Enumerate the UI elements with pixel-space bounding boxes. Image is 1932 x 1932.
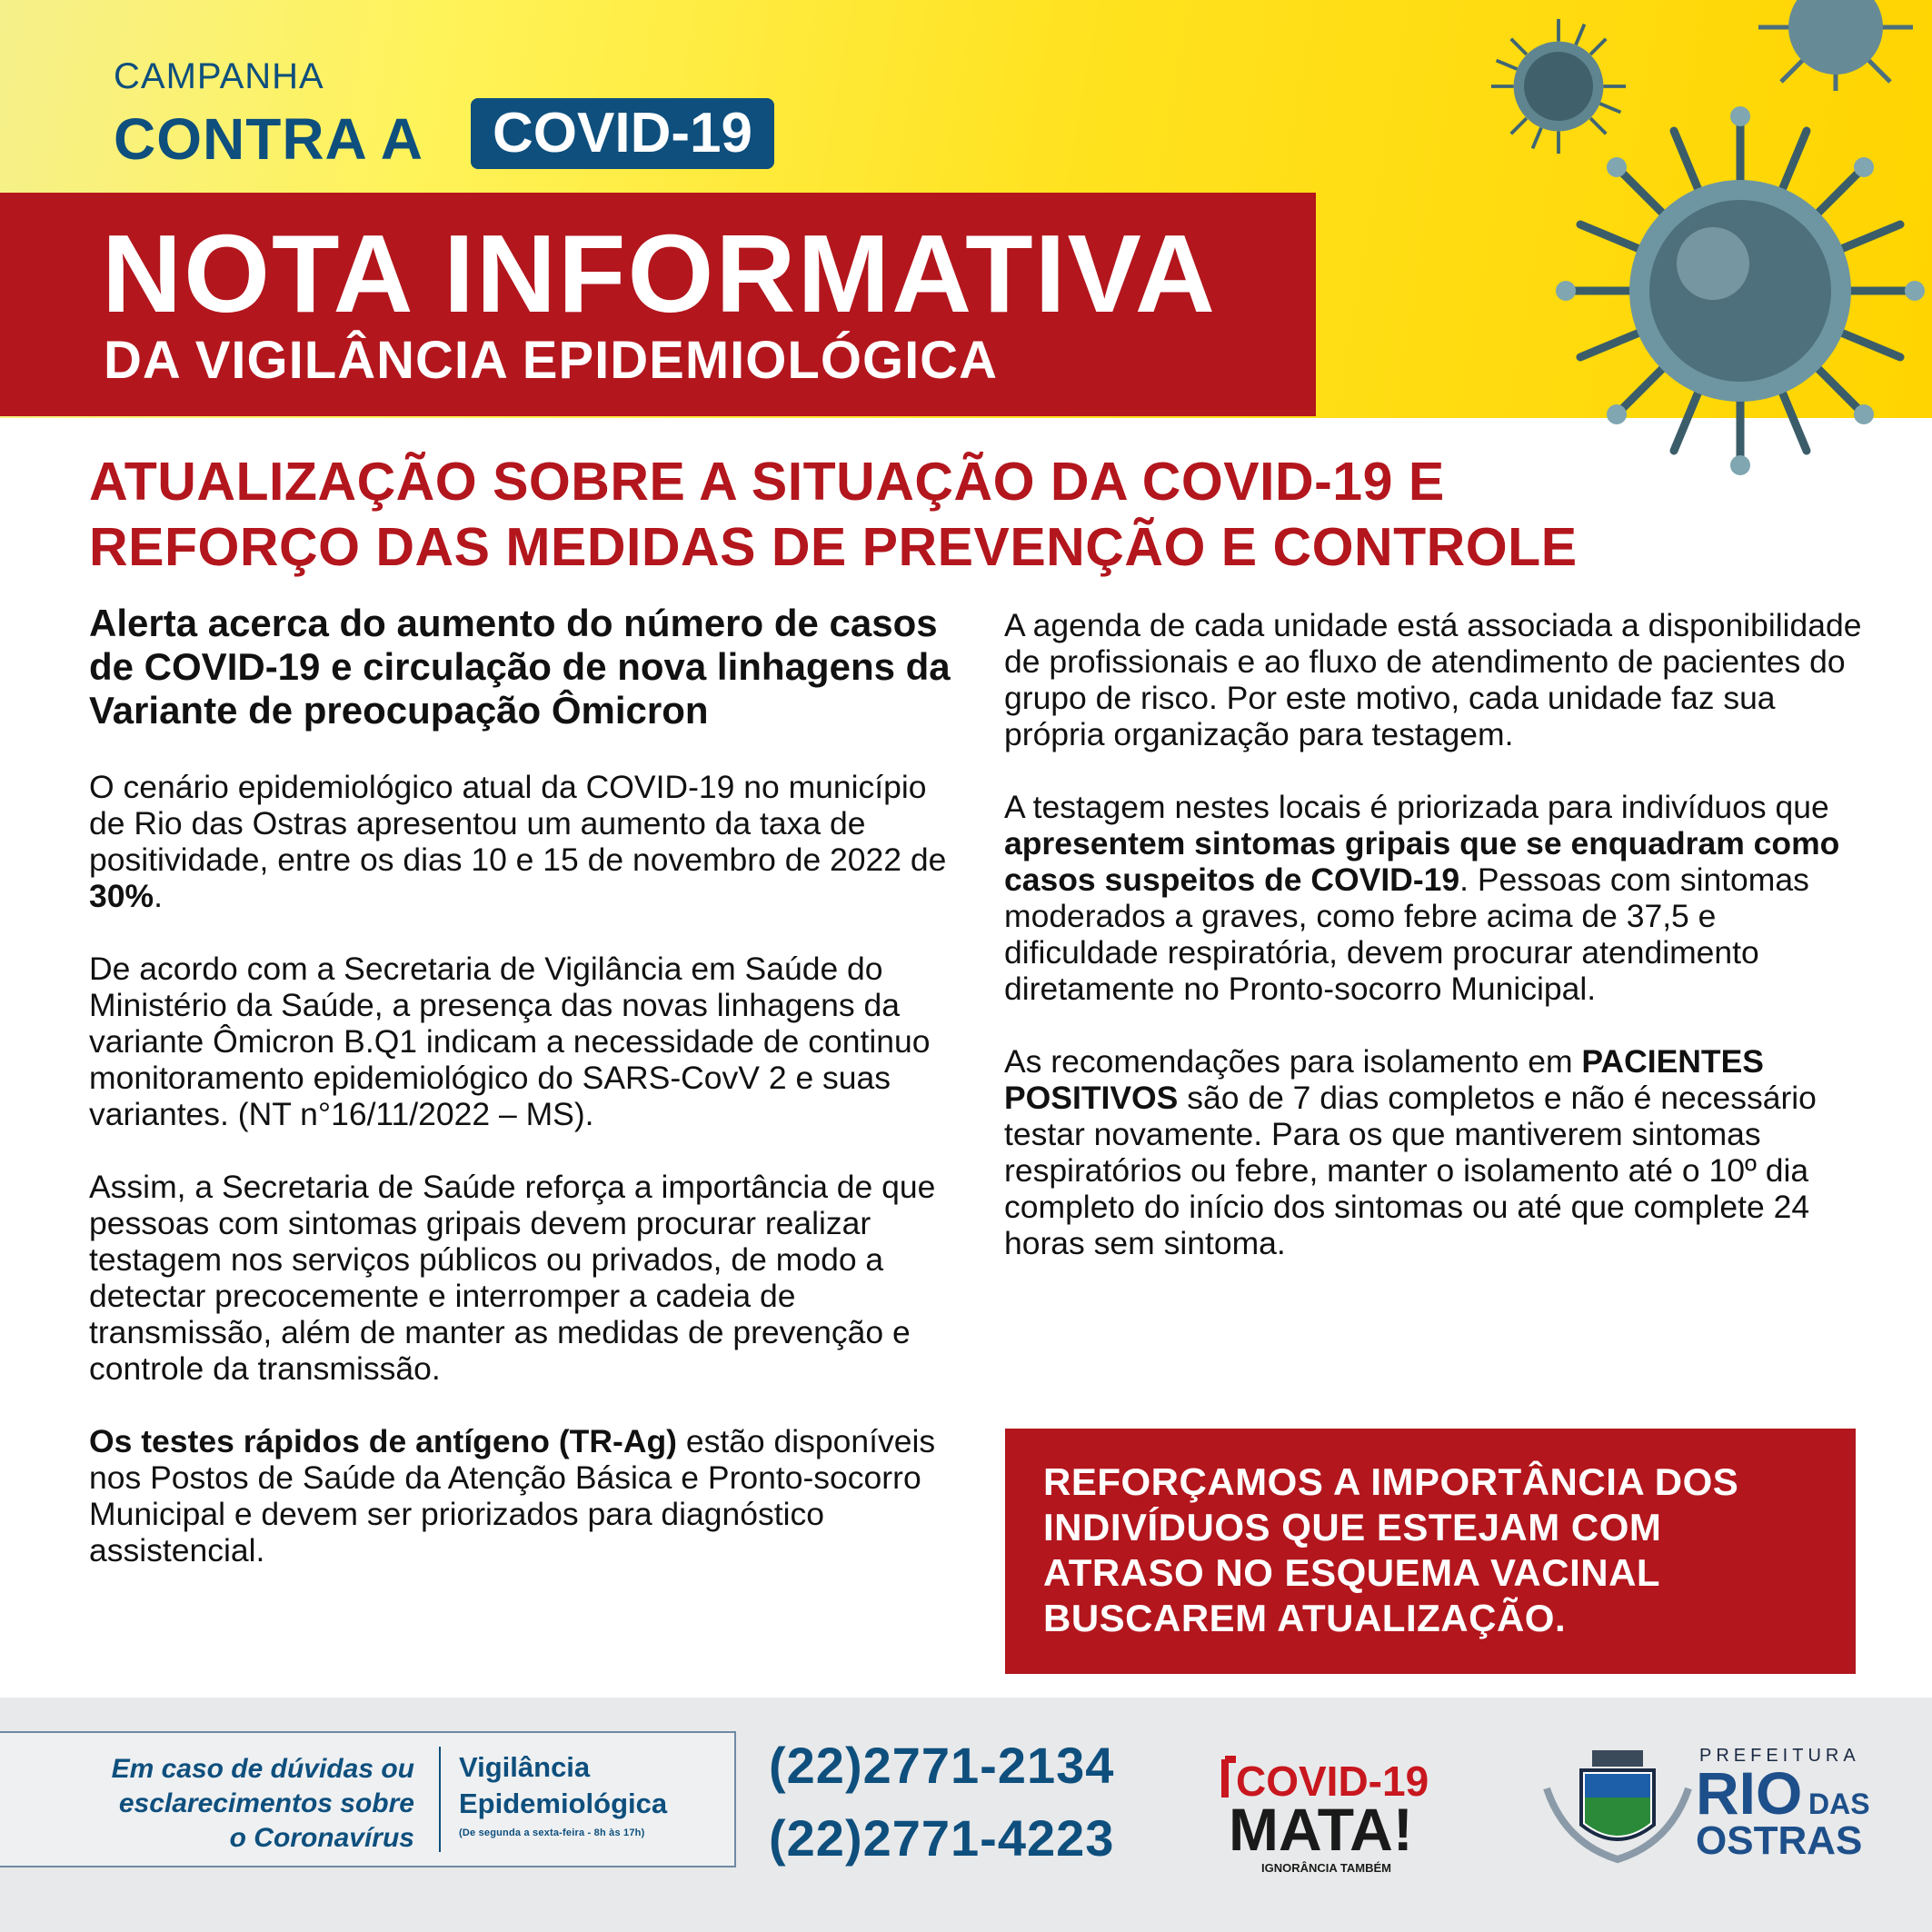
office-hours: (De segunda a sexta-feira - 8h às 17h) (459, 1827, 645, 1838)
alert-heading: Alerta acerca do aumento do número de casos de COVID-19 e circulação de nova linhagens da Variante de preocupação Ômicron (89, 602, 951, 732)
phone-number-2[interactable]: (22)2771-4223 (769, 1809, 1115, 1867)
paragraph-secretary: Assim, a Secretaria de Saúde reforça a importância de que pessoas com sintomas gripais devem procurar realizar testagem nos serviços públicos ou privados, de modo a detectar precocemente e interromper a cadeia de transmissão, além de manter as medidas de prevenção e controle da transmissão. (89, 1169, 936, 1387)
paragraph-isolation: As recomendações para isolamento em PACIENTES POSITIVOS são de 7 dias completos e não é necessário testar novamente. Para os que mantiverem sintomas respiratórios ou febre, manter o isolamento até o 10º dia completo do início dos sintomas ou até que complete 24 horas sem sintoma. (1004, 1043, 1817, 1261)
svg-text:IGNORÂNCIA TAMBÉM: IGNORÂNCIA TAMBÉM (1261, 1861, 1391, 1875)
covid-badge: COVID-19 (471, 98, 774, 169)
help-text: Em caso de dúvidas ou esclarecimentos sobre o Coronavírus (111, 1754, 414, 1853)
city-crest-icon (1547, 1750, 1688, 1859)
page-subtitle: DA VIGILÂNCIA EPIDEMIOLÓGICA (104, 331, 998, 390)
svg-text:COVID-19: COVID-19 (1236, 1758, 1429, 1805)
update-heading-line-2: REFORÇO DAS MEDIDAS DE PREVENÇÃO E CONTROLE (89, 517, 1578, 577)
coronavirus-icon-large (1545, 91, 1932, 491)
paragraph-tests: Os testes rápidos de antígeno (TR-Ag) estão disponíveis nos Postos de Saúde da Atenção Básica e Pronto-socorro Municipal e devem ser priorizados para diagnóstico assistencial. (89, 1423, 936, 1569)
covid-mata-logo (1218, 1743, 1472, 1888)
paragraph-testing-priority: A testagem nestes locais é priorizada para indivíduos que apresentem sintomas gripais que se enquadram como casos suspeitos de COVID-19. Pessoas com sintomas moderados a graves, como febre acima de 37,5 e dificuldade respiratória, devem procurar atendimento diretamente no Pronto-socorro Municipal. (1004, 789, 1840, 1007)
svg-text:RIO: RIO (1696, 1759, 1803, 1827)
paragraph-ministry: De acordo com a Secretaria de Vigilância em Saúde do Ministério da Saúde, a presença das novas linhagens da variante Ômicron B.Q1 indicam a necessidade de continuo monitoramento epidemiológico do SARS-CovV 2 e suas variantes. (NT n°16/11/2022 – MS). (89, 951, 931, 1132)
svg-text:PREFEITURA: PREFEITURA (1699, 1746, 1860, 1766)
right-column (1004, 607, 1867, 1261)
update-heading (89, 449, 1870, 580)
page-title: NOTA INFORMATIVA (102, 212, 1217, 335)
campaign-label: CAMPANHA (114, 56, 324, 96)
coronavirus-icon-corner (1727, 0, 1932, 91)
positivity-rate: 30% (89, 878, 154, 914)
paragraph-scenario: O cenário epidemiológico atual da COVID-19 no município de Rio das Ostras apresentou um aumento da taxa de positividade, entre os dias 10 e 15 de novembro de 2022 de 30%. (89, 769, 947, 914)
city-logo (1538, 1734, 1883, 1879)
paragraph-agenda: A agenda de cada unidade está associada a disponibilidade de profissionais e ao fluxo de atendimento de pacientes do grupo de risco. Por este motivo, cada unidade faz sua própria organização para testagem. (1004, 607, 1862, 752)
contra-label: CONTRA A (114, 106, 423, 172)
svg-text:DAS: DAS (1808, 1788, 1870, 1820)
phone-number-1[interactable]: (22)2771-2134 (769, 1737, 1115, 1794)
help-divider (439, 1747, 441, 1852)
vaccination-highlight-box: REFORÇAMOS A IMPORTÂNCIA DOS INDIVÍDUOS QUE ESTEJAM COM ATRASO NO ESQUEMA VACINAL BUSCAREM ATUALIZAÇÃO. (1005, 1429, 1856, 1674)
svg-text:MATA!: MATA! (1229, 1796, 1413, 1863)
left-column (89, 602, 952, 1569)
vigilance-contact: Vigilância Epidemiológica (De segunda a sexta-feira - 8h às 17h) (459, 1751, 668, 1838)
svg-text:OSTRAS: OSTRAS (1696, 1818, 1863, 1863)
update-heading-line-1: ATUALIZAÇÃO SOBRE A SITUAÇÃO DA COVID-19 E (89, 452, 1445, 512)
